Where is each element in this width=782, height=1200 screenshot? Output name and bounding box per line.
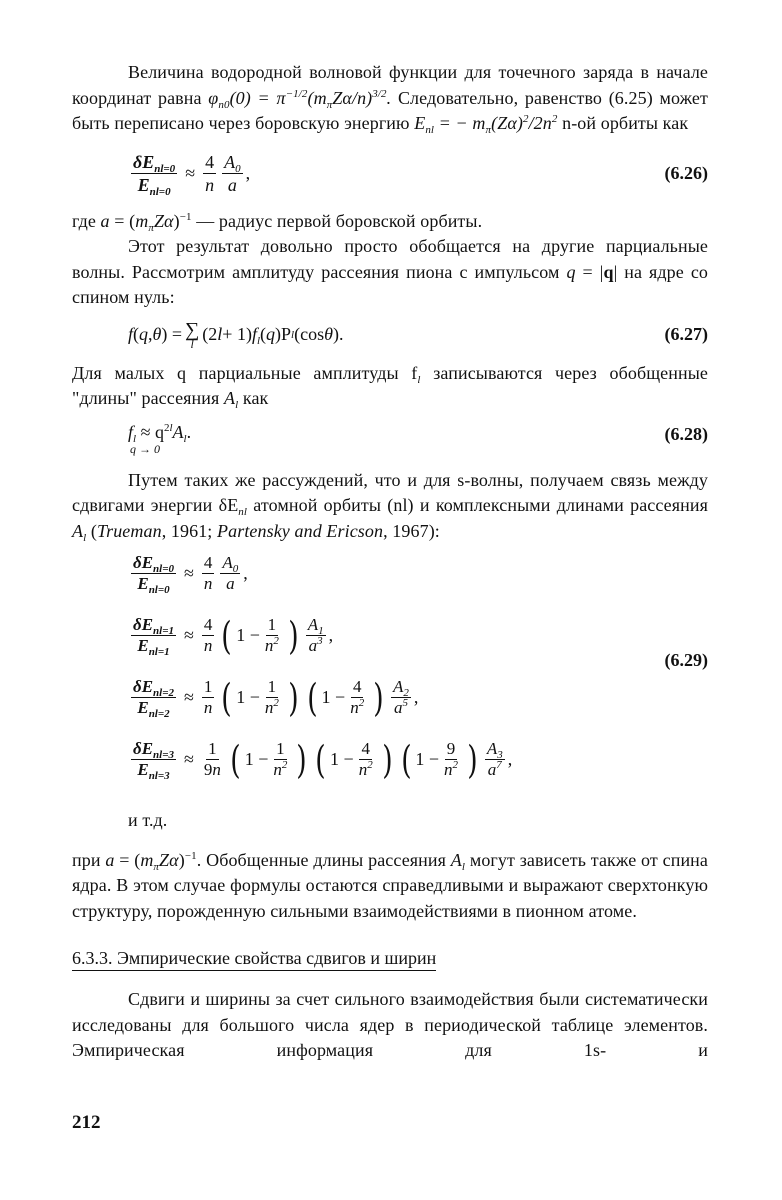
equation-number: (6.28) [664,423,708,444]
equation-number: (6.27) [664,324,708,344]
paragraph-3: Этот результат довольно просто обобщается на другие парциальные волны. Рассмотрим амплитуду рассеяния пиона с импульсом q = |q| на ядре со спином нуль: [72,236,709,307]
wavefunction-formula: $\varphi_{n0}(0) = \pi^{-1/2}(m_\pi Z\alpha/n)^{3/2}$. [208,87,392,111]
page-body [72,60,708,1064]
paragraph-1: Величина водородной волновой функции для точечного заряда в начале координат равна $\varphi_{n0}(0) = \pi^{-1/2}(m_\pi Z\alpha/n)^{3/2}$. Следовательно, равенство (6.25) может быть переписано через боровскую энергию $E_{nl}$ = − $m_\pi(Z\alpha)^2/2n^2$ n-ой орбиты как [72,62,708,136]
section-heading: 6.3.3. Эмпирические свойства сдвигов и ширин [72,948,436,971]
equation-number: (6.29) [664,650,708,670]
paragraph-7: Сдвиги и ширины за счет сильного взаимодействия были систематически исследованы для большого числа ядер в периодической таблице элементов. Эмпирическая информация для 1s- и [72,989,708,1060]
equation-number: (6.26) [664,163,708,183]
equation-6-27: f ( q , θ ) = ∑ l (2 l + 1) $f_l$ ( q )P l (cos θ ). (6.27) [128,318,708,351]
equation-6-28: $f_l \approx q^{2l}A_l$. q → 0 (6.28) [128,421,708,456]
paragraph-6: при $a = (m_\pi Z\alpha)^{-1}$. Обобщенные длины рассеяния $A_l$ могут зависеть также от спина ядра. В этом случае формулы остаются справедливыми и выражают сверхтонкую структуру, порожденную сильными взаимодействиями в пионном атоме. [72,849,709,921]
bohr-energy-formula: $E_{nl}$ = − $m_\pi(Z\alpha)^2/2n^2$ [414,113,558,136]
paragraph-4: Для малых q парциальные амплитуды $f_l$ записываются через обобщенные "длины" рассеяния $A_l$ как [72,362,709,411]
etc-text: и т.д. [128,810,168,830]
page-number: 212 [72,1112,101,1133]
section-heading-wrap [72,948,708,971]
equation-6-26: $\frac{\delta E_{nl=0}}{E_{nl=0}}$ ≈ $\frac{4}{n}$ $\frac{A_0}{a}$ , (6.26) [133,152,708,198]
equation-6-29: $\frac{\delta E_{nl=0}}{E_{nl=0}}$ ≈ $\frac{4}{n}$ $\frac{A_0}{a}$ , $\frac{\delta E_{nl=1}}{E_{nl=1}}$ ≈ $\frac{4}{n}$ ( 1 − $\frac{1}{n^2}$ ) $\frac{A_1}{a^3}$ , $\frac{\delta E_{nl=2}}{E_{nl=2}}$ ≈ $\frac{1}{n}$ ( 1 − $\frac{1}{n^2}$ ) ( 1 − $\frac{4}{n^2}$ ) $\frac{A_2}{a^5}$ , $\frac{\delta E_{nl=3}}{E_{nl=3}}$ ≈ $\frac{1}{9n}$ ( 1 − $\frac{1}{n^2}$ ) ( 1 − $\frac{4}{n^2}$ ) ( 1 − $\frac{9}{n^2}$ ) $\frac{A_3}{a^7}$ , (6.29) [133,553,708,782]
paragraph-5: Путем таких же рассуждений, что и для s-волны, получаем связь между сдвигами энергии $\delta E_{nl}$ атомной орбиты (nl) и комплексными длинами рассеяния $A_l$ (Trueman, 1961; Partensky and Ericson, 1967): [72,469,708,544]
paragraph-2: где $a = (m_\pi Z\alpha)^{-1}$ — радиус первой боровской орбиты. [72,210,483,234]
